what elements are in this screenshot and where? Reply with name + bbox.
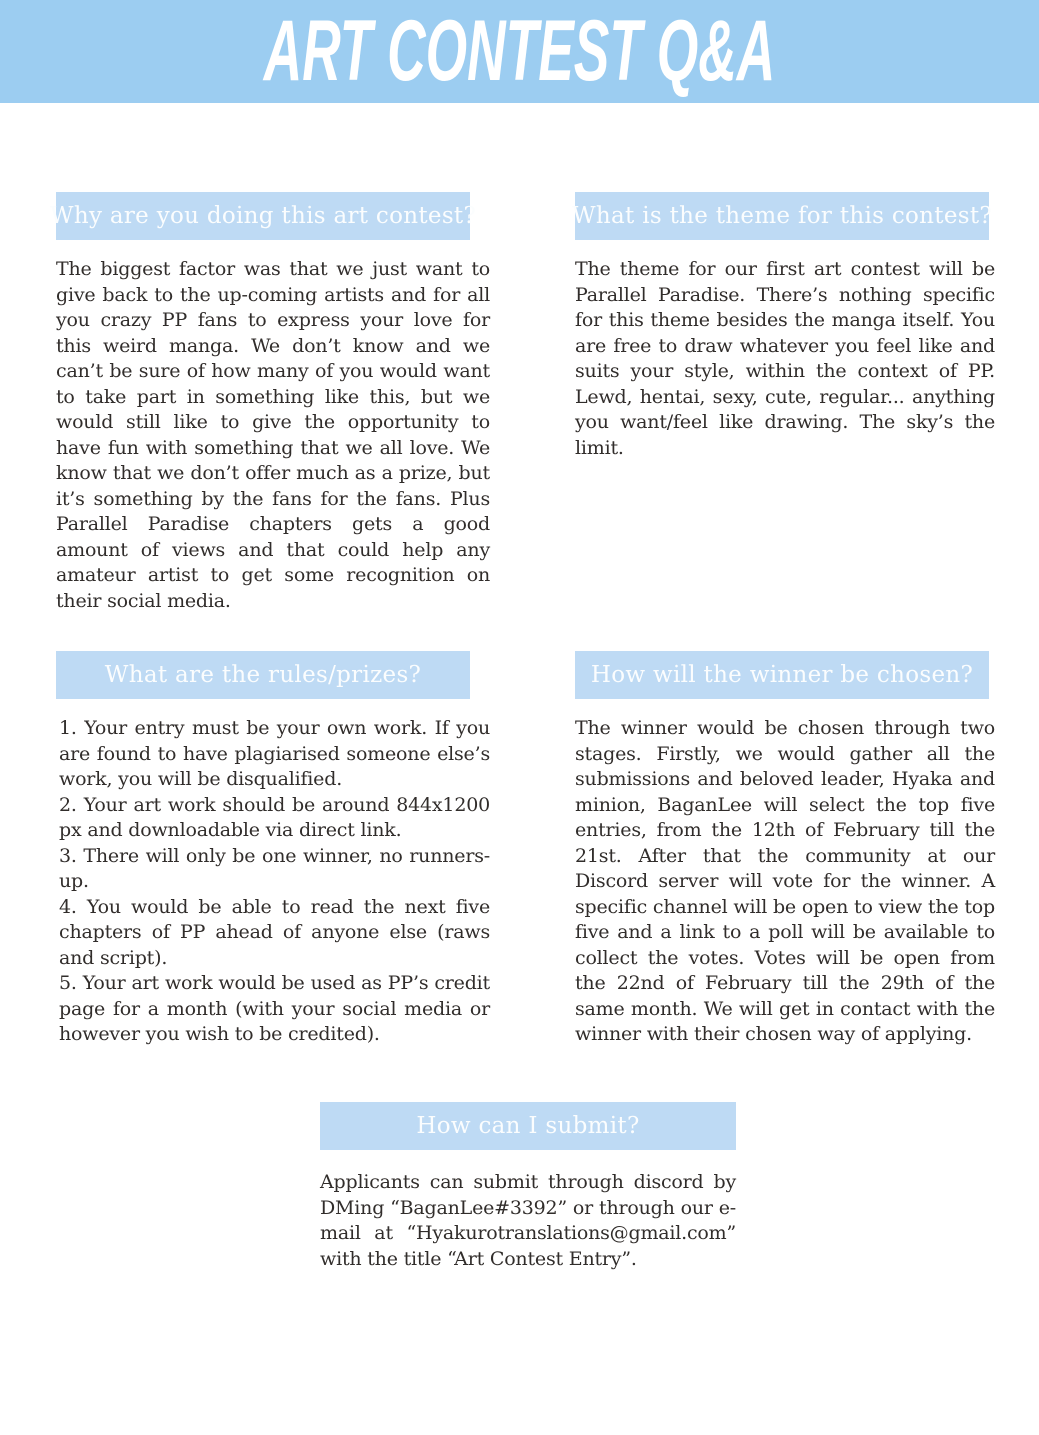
heading-box-submit bbox=[320, 1102, 736, 1150]
heading-submit: How can I submit? bbox=[416, 1113, 640, 1139]
body-submit: Applicants can submit through discord by DMing “BaganLee#3392” or through our e-mail at “Hyakurotranslations@gmail.com” with the title “Art Contest Entry”. bbox=[320, 1171, 736, 1270]
rule-item-4: 4. You would be able to read the next five chapters of PP ahead of anyone else (raws and script). bbox=[59, 895, 490, 969]
section-theme bbox=[571, 192, 995, 461]
section-winner bbox=[575, 651, 995, 1048]
heading-box-why bbox=[49, 192, 477, 240]
title-banner bbox=[0, 0, 1039, 103]
rule-item-1: 1. Your entry must be your own work. If you are found to have plagiarised someone else’s work, you will be disqualified. bbox=[59, 717, 490, 790]
heading-box-theme bbox=[571, 192, 993, 240]
heading-rules: What are the rules/prizes? bbox=[104, 662, 422, 688]
rule-item-2: 2. Your art work should be around 844x1200 px and downloadable via direct link. bbox=[59, 793, 490, 841]
section-why-art-contest bbox=[49, 192, 490, 614]
rule-item-3: 3. There will only be one winner, no runners-up. bbox=[59, 844, 490, 892]
heading-box-rules bbox=[56, 651, 470, 699]
heading-why: Why are you doing this art contest? bbox=[49, 203, 477, 229]
section-submit bbox=[320, 1102, 736, 1272]
rule-item-5: 5. Your art work would be used as PP’s credit page for a month (with your social media or however you wish to be credited). bbox=[59, 972, 490, 1045]
rules-list bbox=[56, 716, 490, 1048]
heading-winner: How will the winner be chosen? bbox=[590, 662, 974, 688]
body-theme: The theme for our first art contest will be Parallel Paradise. There’s nothing specific for this theme besides the manga itself. You are free to draw whatever you feel like and suits your style, within the context of PP. Lewd, hentai, sexy, cute, regular... anything you want/feel like drawing. The sky’s the limit. bbox=[575, 258, 995, 459]
body-winner: The winner would be chosen through two stages. Firstly, we would gather all the submissions and beloved leader, Hyaka and minion, BaganLee will select the top five entries, from the 12th of February till the 21st. After that the community at our Discord server will vote for the winner. A specific channel will be open to view the top five and a link to a poll will be available to collect the votes. Votes will be open from the 22nd of February till the 29th of the same month. We will get in contact with the winner with their chosen way of applying. bbox=[575, 717, 995, 1045]
page-title bbox=[107, 0, 932, 103]
section-rules-prizes bbox=[56, 651, 490, 1048]
heading-theme: What is the theme for this contest? bbox=[571, 203, 993, 229]
body-why: The biggest factor was that we just want to give back to the up-coming artists and for all you crazy PP fans to express your love for this weird manga. We don’t know and we can’t be sure of how many of you would want to take part in something like this, but we would still like to give the opportunity to have fun with something that we all love. We know that we don’t offer much as a prize, but it’s something by the fans for the fans. Plus Parallel Paradise chapters gets a good amount of views and that could help any amateur artist to get some recognition on their social media. bbox=[56, 258, 490, 612]
heading-box-winner bbox=[575, 651, 989, 699]
page-title-text: ART CONTEST Q&A bbox=[263, 3, 776, 99]
